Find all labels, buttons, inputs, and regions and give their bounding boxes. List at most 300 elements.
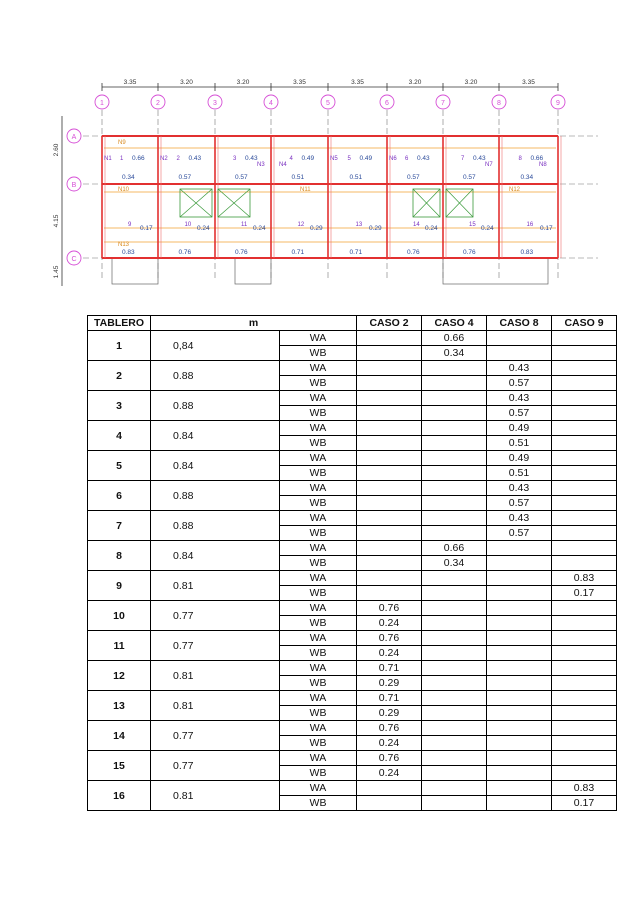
caso-cell bbox=[552, 691, 617, 706]
tablero-cell: 15 bbox=[88, 751, 151, 781]
caso-cell: 0.24 bbox=[357, 766, 422, 781]
caso-cell bbox=[487, 601, 552, 616]
beam-label: N3 bbox=[257, 162, 265, 168]
table-row bbox=[88, 451, 617, 466]
caso-cell bbox=[552, 661, 617, 676]
panel-number: 3 bbox=[233, 156, 237, 162]
beam-label: N12 bbox=[509, 187, 521, 193]
caso-cell: 0.43 bbox=[487, 481, 552, 496]
caso-cell bbox=[552, 766, 617, 781]
tablero-cell: 4 bbox=[88, 421, 151, 451]
tablero-cell: 10 bbox=[88, 601, 151, 631]
m-cell: 0.84 bbox=[151, 541, 280, 571]
beam-label: N9 bbox=[118, 140, 126, 146]
wb-label-cell: WB bbox=[280, 556, 357, 571]
grid-label: C bbox=[71, 256, 77, 263]
caso-cell bbox=[552, 646, 617, 661]
top-dimension: 3.35 bbox=[351, 79, 364, 86]
caso-cell bbox=[357, 406, 422, 421]
caso-cell bbox=[357, 361, 422, 376]
caso-cell bbox=[422, 751, 487, 766]
caso-cell bbox=[357, 781, 422, 796]
panel-wb: 0.71 bbox=[349, 249, 363, 256]
tablero-cell: 6 bbox=[88, 481, 151, 511]
table-row bbox=[88, 511, 617, 526]
grid-label: 7 bbox=[441, 100, 445, 107]
table-row bbox=[88, 631, 617, 646]
panel-number: 16 bbox=[526, 222, 534, 228]
panel-number: 9 bbox=[128, 222, 132, 228]
caso-cell bbox=[552, 751, 617, 766]
panel-number: 7 bbox=[461, 156, 465, 162]
caso-cell: 0.76 bbox=[357, 721, 422, 736]
caso-cell bbox=[487, 346, 552, 361]
caso-cell bbox=[552, 346, 617, 361]
caso-cell bbox=[357, 586, 422, 601]
m-cell: 0,84 bbox=[151, 331, 280, 361]
panel-wa: 0.49 bbox=[301, 155, 315, 162]
caso-cell bbox=[357, 571, 422, 586]
header-m: m bbox=[151, 316, 357, 331]
m-cell: 0.81 bbox=[151, 571, 280, 601]
caso-cell: 0.71 bbox=[357, 661, 422, 676]
caso-cell bbox=[552, 631, 617, 646]
tablero-cell: 5 bbox=[88, 451, 151, 481]
tablero-cell: 13 bbox=[88, 691, 151, 721]
wa-label-cell: WA bbox=[280, 781, 357, 796]
caso-cell: 0.71 bbox=[357, 691, 422, 706]
caso-cell bbox=[487, 586, 552, 601]
caso-cell bbox=[422, 481, 487, 496]
table-row bbox=[88, 721, 617, 736]
panel-wa: 0.43 bbox=[188, 155, 202, 162]
caso-cell: 0.34 bbox=[422, 346, 487, 361]
table-header-row bbox=[88, 316, 617, 331]
panel-wa: 0.66 bbox=[530, 155, 544, 162]
wa-label-cell: WA bbox=[280, 361, 357, 376]
panel-number: 2 bbox=[176, 156, 180, 162]
panel-wa: 0.17 bbox=[540, 225, 553, 232]
panel-wa: 0.24 bbox=[253, 225, 266, 232]
caso-cell bbox=[357, 556, 422, 571]
coefficients-table bbox=[87, 315, 617, 811]
wa-label-cell: WA bbox=[280, 661, 357, 676]
grid-label: A bbox=[71, 134, 77, 141]
caso-cell bbox=[487, 331, 552, 346]
caso-cell bbox=[487, 556, 552, 571]
m-cell: 0.88 bbox=[151, 511, 280, 541]
beam-label: N11 bbox=[300, 187, 311, 193]
wa-label-cell: WA bbox=[280, 511, 357, 526]
tablero-cell: 12 bbox=[88, 661, 151, 691]
caso-cell: 0.66 bbox=[422, 331, 487, 346]
caso-cell bbox=[422, 451, 487, 466]
caso-cell bbox=[552, 406, 617, 421]
caso-cell: 0.51 bbox=[487, 436, 552, 451]
tablero-cell: 14 bbox=[88, 721, 151, 751]
caso-cell bbox=[422, 526, 487, 541]
panel-wb: 0.57 bbox=[178, 174, 192, 181]
top-dimension: 3.35 bbox=[522, 79, 535, 86]
caso-cell: 0.51 bbox=[487, 466, 552, 481]
caso-cell bbox=[552, 706, 617, 721]
wa-label-cell: WA bbox=[280, 601, 357, 616]
tablero-cell: 3 bbox=[88, 391, 151, 421]
caso-cell bbox=[422, 436, 487, 451]
tablero-cell: 7 bbox=[88, 511, 151, 541]
caso-cell: 0.24 bbox=[357, 646, 422, 661]
wb-label-cell: WB bbox=[280, 406, 357, 421]
wb-label-cell: WB bbox=[280, 526, 357, 541]
panel-wa: 0.29 bbox=[310, 225, 323, 232]
caso-cell bbox=[357, 466, 422, 481]
caso-cell bbox=[487, 736, 552, 751]
m-cell: 0.88 bbox=[151, 361, 280, 391]
grid-label: 9 bbox=[556, 100, 560, 107]
header-caso-9: CASO 9 bbox=[552, 316, 617, 331]
wb-label-cell: WB bbox=[280, 466, 357, 481]
caso-cell: 0.43 bbox=[487, 511, 552, 526]
wb-label-cell: WB bbox=[280, 766, 357, 781]
panel-number: 5 bbox=[347, 156, 351, 162]
table-row bbox=[88, 331, 617, 346]
caso-cell bbox=[422, 601, 487, 616]
panel-wb: 0.76 bbox=[407, 249, 420, 256]
table-row bbox=[88, 541, 617, 556]
caso-cell: 0.66 bbox=[422, 541, 487, 556]
caso-cell: 0.17 bbox=[552, 796, 617, 811]
caso-cell bbox=[487, 706, 552, 721]
header-caso-2: CASO 2 bbox=[357, 316, 422, 331]
caso-cell: 0.17 bbox=[552, 586, 617, 601]
beam-label: N4 bbox=[279, 162, 287, 168]
side-dimension: 2.60 bbox=[53, 143, 60, 157]
caso-cell bbox=[487, 676, 552, 691]
tablero-cell: 2 bbox=[88, 361, 151, 391]
wa-label-cell: WA bbox=[280, 571, 357, 586]
caso-cell bbox=[357, 451, 422, 466]
wb-label-cell: WB bbox=[280, 646, 357, 661]
panel-number: 14 bbox=[413, 222, 420, 228]
panel-wb: 0.34 bbox=[122, 174, 135, 181]
panel-wa: 0.43 bbox=[417, 155, 430, 162]
caso-cell bbox=[422, 781, 487, 796]
m-cell: 0.77 bbox=[151, 631, 280, 661]
table-row bbox=[88, 751, 617, 766]
caso-cell: 0.57 bbox=[487, 376, 552, 391]
tablero-cell: 9 bbox=[88, 571, 151, 601]
caso-cell bbox=[552, 616, 617, 631]
wa-label-cell: WA bbox=[280, 421, 357, 436]
table-row bbox=[88, 421, 617, 436]
caso-cell: 0.24 bbox=[357, 736, 422, 751]
panel-wb: 0.83 bbox=[520, 249, 534, 256]
panel-number: 12 bbox=[297, 222, 305, 228]
panel-number: 13 bbox=[355, 222, 363, 228]
caso-cell bbox=[552, 556, 617, 571]
slab-outline bbox=[443, 258, 548, 284]
caso-cell bbox=[422, 466, 487, 481]
wa-label-cell: WA bbox=[280, 481, 357, 496]
table-row bbox=[88, 661, 617, 676]
table-row bbox=[88, 481, 617, 496]
caso-cell bbox=[357, 496, 422, 511]
wb-label-cell: WB bbox=[280, 736, 357, 751]
caso-cell: 0.83 bbox=[552, 571, 617, 586]
wa-label-cell: WA bbox=[280, 751, 357, 766]
caso-cell bbox=[422, 571, 487, 586]
table-row bbox=[88, 781, 617, 796]
caso-cell bbox=[422, 586, 487, 601]
caso-cell bbox=[357, 526, 422, 541]
panel-wa: 0.66 bbox=[132, 155, 145, 162]
beam-label: N1 bbox=[104, 156, 112, 162]
panel-wb: 0.51 bbox=[291, 174, 305, 181]
caso-cell bbox=[422, 496, 487, 511]
top-dimension: 3.35 bbox=[293, 79, 306, 86]
wb-label-cell: WB bbox=[280, 706, 357, 721]
panel-wb: 0.51 bbox=[349, 174, 363, 181]
caso-cell bbox=[357, 541, 422, 556]
grid-label: 6 bbox=[385, 100, 389, 107]
table-row bbox=[88, 361, 617, 376]
caso-cell: 0.83 bbox=[552, 781, 617, 796]
caso-cell bbox=[487, 766, 552, 781]
m-cell: 0.77 bbox=[151, 721, 280, 751]
caso-cell: 0.29 bbox=[357, 706, 422, 721]
table-row bbox=[88, 601, 617, 616]
caso-cell bbox=[552, 481, 617, 496]
caso-cell bbox=[552, 676, 617, 691]
wb-label-cell: WB bbox=[280, 616, 357, 631]
table-row bbox=[88, 571, 617, 586]
panel-number: 4 bbox=[289, 156, 293, 162]
caso-cell bbox=[422, 766, 487, 781]
caso-cell: 0.34 bbox=[422, 556, 487, 571]
panel-wb: 0.57 bbox=[235, 174, 248, 181]
panel-wb: 0.71 bbox=[291, 249, 305, 256]
caso-cell bbox=[422, 706, 487, 721]
side-dimension: 1.45 bbox=[53, 265, 60, 279]
wb-label-cell: WB bbox=[280, 586, 357, 601]
caso-cell bbox=[422, 796, 487, 811]
wa-label-cell: WA bbox=[280, 391, 357, 406]
caso-cell: 0.76 bbox=[357, 631, 422, 646]
beam-label: N5 bbox=[330, 156, 338, 162]
caso-cell bbox=[422, 361, 487, 376]
caso-cell bbox=[422, 511, 487, 526]
caso-cell bbox=[422, 616, 487, 631]
wa-label-cell: WA bbox=[280, 631, 357, 646]
panel-number: 6 bbox=[405, 156, 409, 162]
caso-cell bbox=[357, 346, 422, 361]
panel-wb: 0.57 bbox=[407, 174, 420, 181]
grid-label: B bbox=[71, 182, 77, 189]
caso-cell bbox=[487, 796, 552, 811]
wa-label-cell: WA bbox=[280, 541, 357, 556]
caso-cell bbox=[487, 541, 552, 556]
top-dimension: 3.20 bbox=[236, 79, 250, 86]
caso-cell bbox=[552, 721, 617, 736]
caso-cell bbox=[357, 796, 422, 811]
caso-cell bbox=[552, 361, 617, 376]
table-row bbox=[88, 691, 617, 706]
caso-cell bbox=[487, 781, 552, 796]
caso-cell bbox=[357, 511, 422, 526]
caso-cell bbox=[357, 421, 422, 436]
tablero-cell: 11 bbox=[88, 631, 151, 661]
top-dimension: 3.20 bbox=[180, 79, 193, 86]
m-cell: 0.84 bbox=[151, 451, 280, 481]
header-caso-4: CASO 4 bbox=[422, 316, 487, 331]
m-cell: 0.77 bbox=[151, 601, 280, 631]
side-dimension: 4.15 bbox=[53, 214, 60, 228]
m-cell: 0.81 bbox=[151, 661, 280, 691]
m-cell: 0.88 bbox=[151, 481, 280, 511]
caso-cell bbox=[422, 376, 487, 391]
grid-label: 3 bbox=[213, 100, 217, 107]
caso-cell bbox=[552, 421, 617, 436]
panel-wb: 0.57 bbox=[463, 174, 476, 181]
caso-cell bbox=[357, 331, 422, 346]
caso-cell: 0.57 bbox=[487, 526, 552, 541]
caso-cell bbox=[422, 421, 487, 436]
caso-cell bbox=[487, 646, 552, 661]
panel-wb: 0.76 bbox=[178, 249, 192, 256]
m-cell: 0.77 bbox=[151, 751, 280, 781]
panel-number: 15 bbox=[469, 222, 476, 228]
caso-cell: 0.24 bbox=[357, 616, 422, 631]
beam-label: N2 bbox=[160, 156, 168, 162]
caso-cell bbox=[552, 391, 617, 406]
panel-number: 8 bbox=[518, 156, 522, 162]
caso-cell: 0.43 bbox=[487, 361, 552, 376]
panel-number: 11 bbox=[241, 222, 248, 228]
panel-wa: 0.29 bbox=[369, 225, 382, 232]
header-caso-8: CASO 8 bbox=[487, 316, 552, 331]
panel-wa: 0.24 bbox=[425, 225, 438, 232]
panel-wa: 0.43 bbox=[245, 155, 258, 162]
caso-cell bbox=[422, 406, 487, 421]
caso-cell bbox=[487, 571, 552, 586]
caso-cell bbox=[552, 526, 617, 541]
caso-cell bbox=[422, 676, 487, 691]
caso-cell bbox=[487, 751, 552, 766]
grid-label: 2 bbox=[156, 100, 160, 107]
m-cell: 0.81 bbox=[151, 691, 280, 721]
caso-cell bbox=[487, 631, 552, 646]
wb-label-cell: WB bbox=[280, 346, 357, 361]
wb-label-cell: WB bbox=[280, 496, 357, 511]
caso-cell: 0.43 bbox=[487, 391, 552, 406]
slab-outline bbox=[102, 136, 558, 258]
caso-cell: 0.49 bbox=[487, 421, 552, 436]
panel-wa: 0.24 bbox=[481, 225, 494, 232]
beam-label: N8 bbox=[539, 162, 547, 168]
panel-wb: 0.34 bbox=[520, 174, 534, 181]
wa-label-cell: WA bbox=[280, 691, 357, 706]
caso-cell bbox=[422, 721, 487, 736]
caso-cell bbox=[552, 376, 617, 391]
structural-plan-drawing bbox=[50, 75, 610, 290]
caso-cell: 0.29 bbox=[357, 676, 422, 691]
panel-number: 1 bbox=[120, 156, 124, 162]
top-dimension: 3.20 bbox=[464, 79, 478, 86]
grid-label: 8 bbox=[497, 100, 501, 107]
caso-cell bbox=[357, 376, 422, 391]
caso-cell: 0.57 bbox=[487, 406, 552, 421]
header-tablero: TABLERO bbox=[88, 316, 151, 331]
caso-cell bbox=[422, 646, 487, 661]
caso-cell bbox=[422, 391, 487, 406]
caso-cell bbox=[487, 616, 552, 631]
caso-cell bbox=[487, 721, 552, 736]
beam-label: N7 bbox=[485, 162, 493, 168]
caso-cell bbox=[357, 436, 422, 451]
caso-cell bbox=[552, 541, 617, 556]
caso-cell: 0.57 bbox=[487, 496, 552, 511]
caso-cell bbox=[552, 601, 617, 616]
wb-label-cell: WB bbox=[280, 796, 357, 811]
wa-label-cell: WA bbox=[280, 451, 357, 466]
beam-label: N6 bbox=[389, 156, 397, 162]
table-row bbox=[88, 391, 617, 406]
caso-cell bbox=[552, 331, 617, 346]
wa-label-cell: WA bbox=[280, 721, 357, 736]
caso-cell bbox=[552, 436, 617, 451]
caso-cell bbox=[552, 496, 617, 511]
panel-wa: 0.24 bbox=[197, 225, 210, 232]
tablero-cell: 8 bbox=[88, 541, 151, 571]
panel-wb: 0.76 bbox=[235, 249, 248, 256]
beam-label: N10 bbox=[118, 187, 130, 193]
m-cell: 0.81 bbox=[151, 781, 280, 811]
slab-outline bbox=[235, 258, 271, 284]
panel-number: 10 bbox=[184, 222, 192, 228]
caso-cell bbox=[487, 691, 552, 706]
caso-cell bbox=[357, 391, 422, 406]
panel-wb: 0.83 bbox=[122, 249, 135, 256]
m-cell: 0.88 bbox=[151, 391, 280, 421]
caso-cell bbox=[357, 481, 422, 496]
m-cell: 0.84 bbox=[151, 421, 280, 451]
wa-label-cell: WA bbox=[280, 331, 357, 346]
caso-cell bbox=[552, 736, 617, 751]
tablero-cell: 1 bbox=[88, 331, 151, 361]
slab-outline bbox=[112, 258, 158, 284]
top-dimension: 3.35 bbox=[123, 79, 137, 86]
wb-label-cell: WB bbox=[280, 376, 357, 391]
grid-label: 5 bbox=[326, 100, 330, 107]
wb-label-cell: WB bbox=[280, 676, 357, 691]
top-dimension: 3.20 bbox=[408, 79, 422, 86]
caso-cell bbox=[487, 661, 552, 676]
grid-label: 4 bbox=[269, 100, 273, 107]
caso-cell bbox=[422, 631, 487, 646]
grid-label: 1 bbox=[100, 100, 104, 107]
caso-cell bbox=[422, 661, 487, 676]
caso-cell: 0.76 bbox=[357, 751, 422, 766]
wb-label-cell: WB bbox=[280, 436, 357, 451]
caso-cell: 0.76 bbox=[357, 601, 422, 616]
caso-cell bbox=[552, 466, 617, 481]
panel-wa: 0.17 bbox=[140, 225, 153, 232]
caso-cell: 0.49 bbox=[487, 451, 552, 466]
panel-wb: 0.76 bbox=[463, 249, 476, 256]
caso-cell bbox=[552, 451, 617, 466]
caso-cell bbox=[422, 736, 487, 751]
panel-wa: 0.49 bbox=[359, 155, 373, 162]
